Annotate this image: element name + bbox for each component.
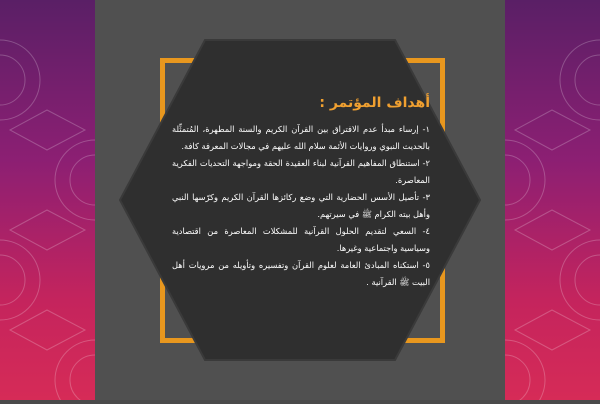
goal-item-1: ١- إرساء مبدأ عدم الافتراق بين القرآن الكريم والسنة المطهرة، المُتمثِّلة بالحديث النبوي وروايات الأئمة سلام الله عليهم في مجالات المعرفة كافة. — [172, 124, 430, 151]
goals-content — [172, 95, 430, 291]
goal-item-5: ٥- استكناه المبادئ العامة لعلوم القرآن وتفسيره وتأويله من مرويات أهل البيت ﷺ القرآنية . — [172, 260, 430, 287]
goal-item-2: ٢- استنطاق المفاهيم القرآنية لبناء العقيدة الحقة ومواجهة التحديات الفكرية المعاصرة. — [172, 158, 430, 185]
decorative-pattern-right — [505, 0, 600, 400]
decorative-pattern-left — [0, 0, 95, 400]
goal-item-4: ٤- السعي لتقديم الحلول القرآنية للمشكلات المعاصرة من اقتصادية وسياسية واجتماعية وغيرها. — [172, 226, 430, 253]
goals-list — [172, 121, 430, 291]
goals-title: أهداف المؤتمر : — [319, 95, 430, 111]
goal-item-3: ٣- تأصيل الأسس الحضارية التي وضع ركائزها القرآن الكريم وكرّسها النبي وأهل بيته الكرام ﷺ في سيرتهم. — [172, 192, 430, 219]
